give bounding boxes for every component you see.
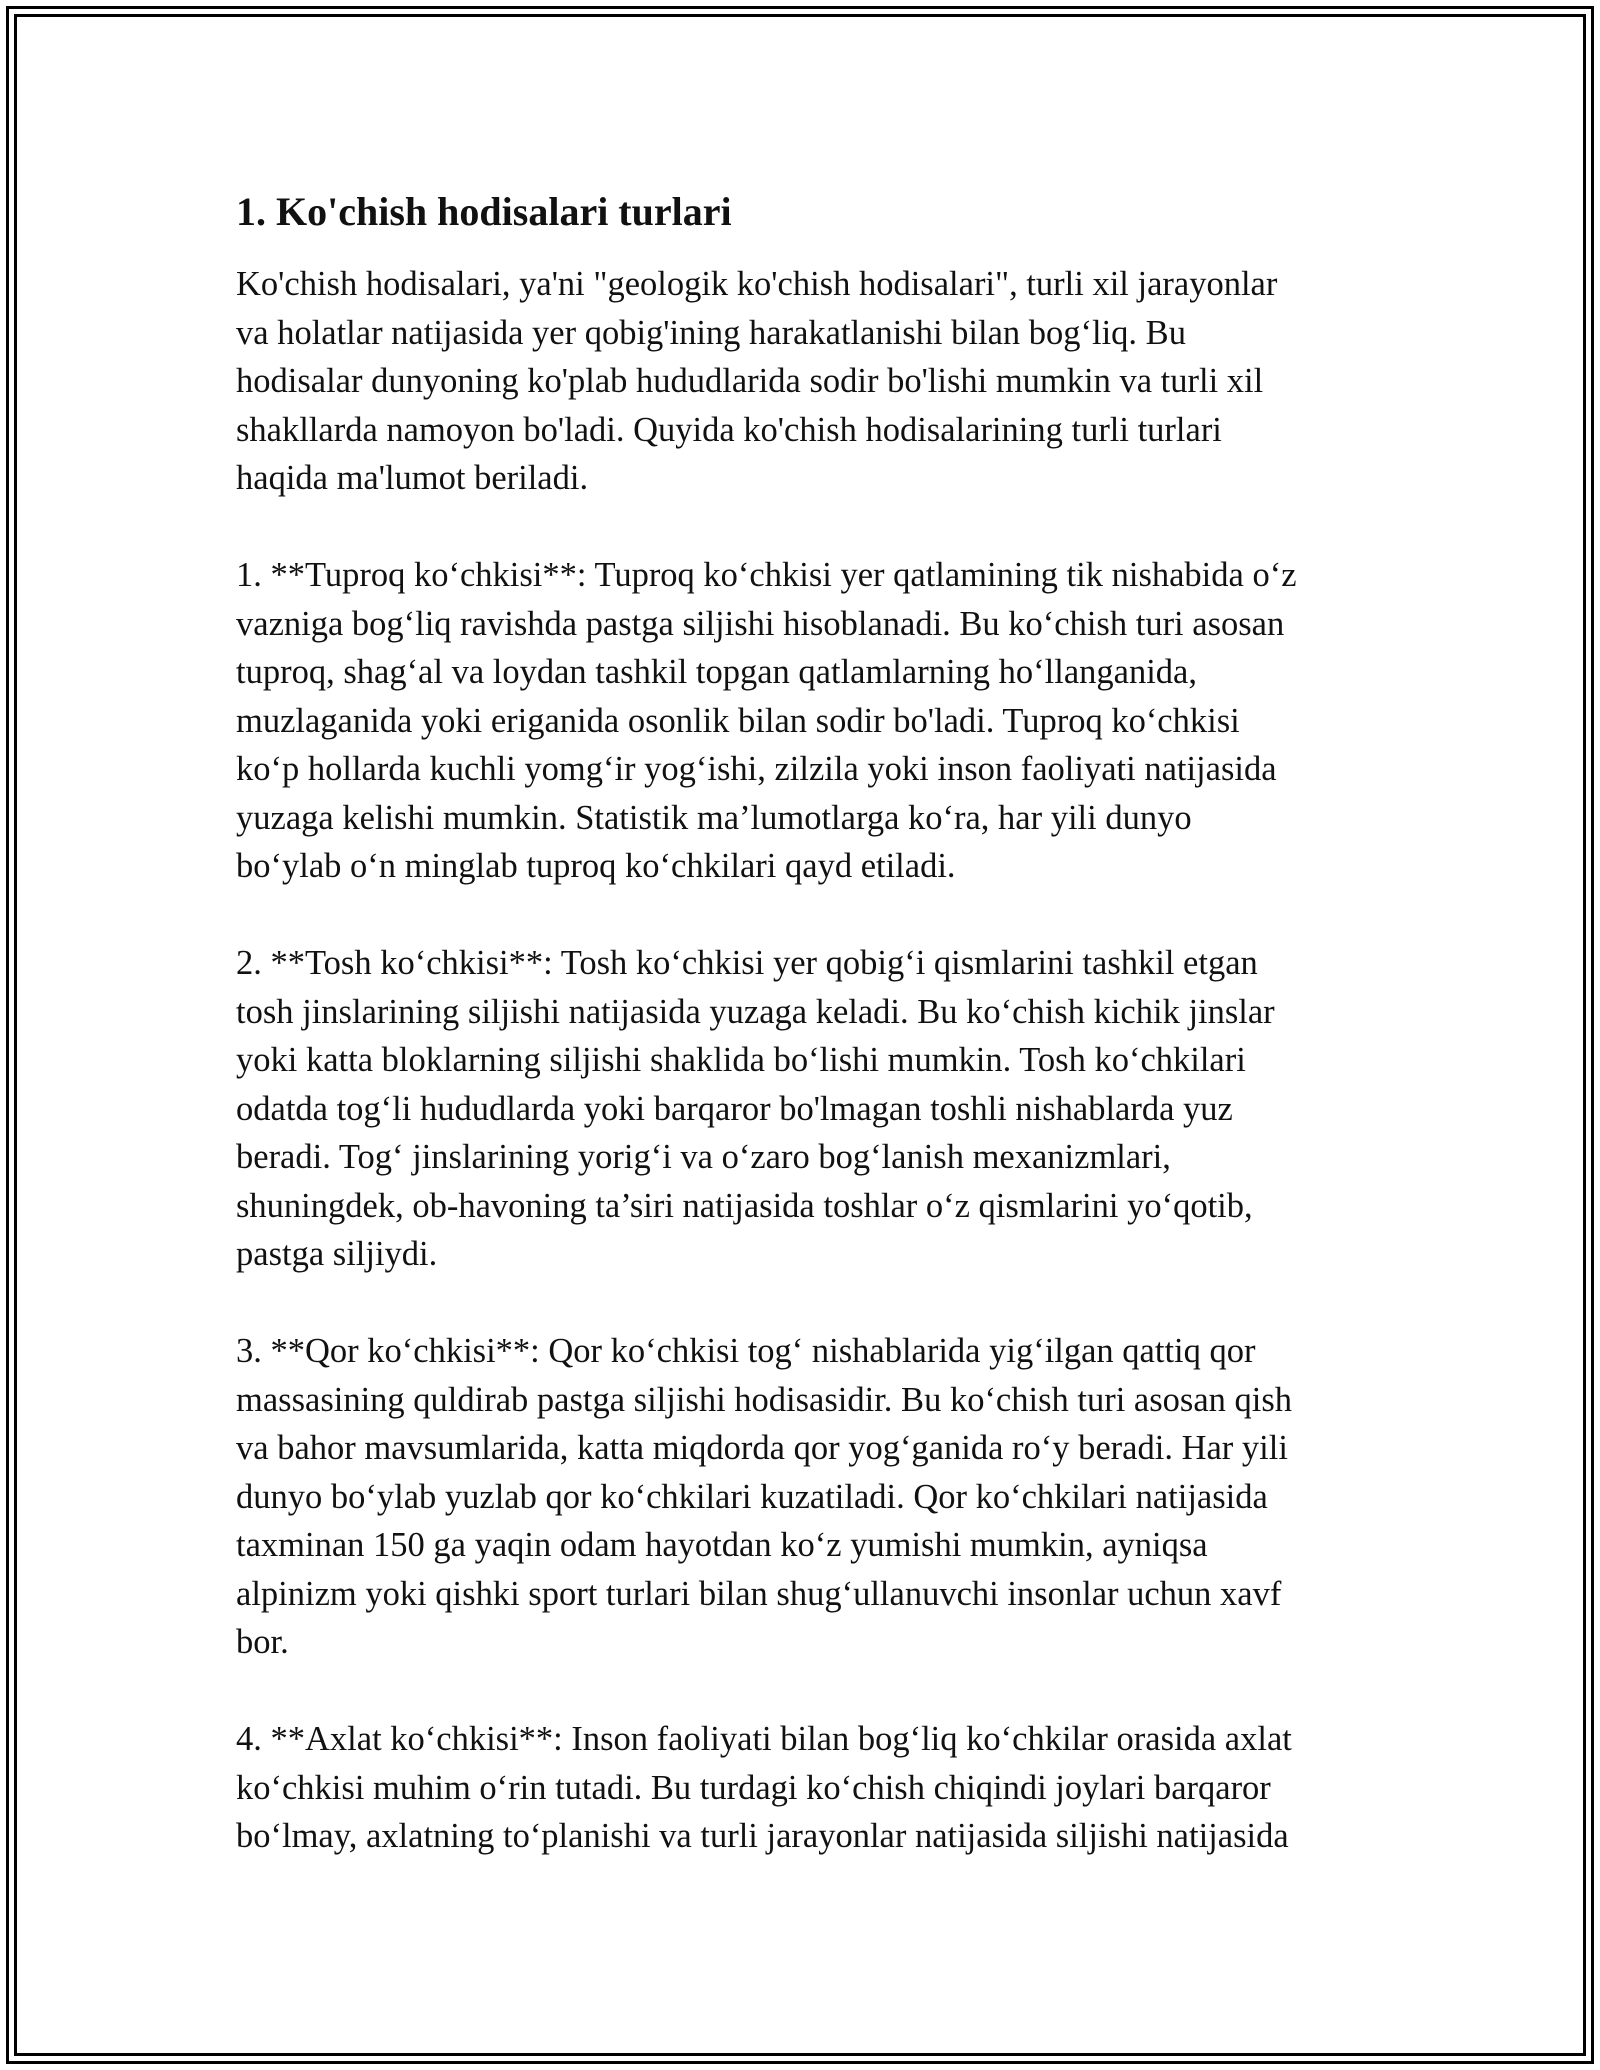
text-line: alpinizm yoki qishki sport turlari bilan shug‘ullanuvchi insonlar uchun xavf xyxy=(236,1574,1282,1613)
qor-paragraph xyxy=(236,1327,1371,1667)
text-line: beradi. Tog‘ jinslarining yorig‘i va o‘zaro bog‘lanish mexanizmlari, xyxy=(236,1138,1171,1176)
document-body xyxy=(236,188,1371,1909)
text-line: shakllarda namoyon bo'ladi. Quyida ko'chish hodisalarining turli turlari xyxy=(236,410,1222,449)
text-line: muzlaganida yoki eriganida osonlik bilan sodir bo'ladi. Tuproq ko‘chkisi xyxy=(236,701,1240,740)
text-line: Ko'chish hodisalari, ya'ni "geologik ko'chish hodisalari", turli xil jarayonlar xyxy=(236,265,1278,303)
text-line: yuzaga kelishi mumkin. Statistik ma’lumotlarga ko‘ra, har yili dunyo xyxy=(236,798,1192,837)
intro-paragraph xyxy=(236,260,1371,503)
text-line: shuningdek, ob-havoning ta’siri natijasida toshlar o‘z qismlarini yo‘qotib, xyxy=(236,1186,1253,1225)
text-line: 1. **Tuproq ko‘chkisi**: Tuproq ko‘chkisi yer qatlamining tik nishabida o‘z xyxy=(236,556,1297,594)
tuproq-paragraph xyxy=(236,551,1371,891)
text-line: taxminan 150 ga yaqin odam hayotdan ko‘z yumishi mumkin, ayniqsa xyxy=(236,1526,1208,1564)
text-line: hodisalar dunyoning ko'plab hududlarida sodir bo'lishi mumkin va turli xil xyxy=(236,362,1264,400)
text-line: bo‘ylab o‘n minglab tuproq ko‘chkilari qayd etiladi. xyxy=(236,847,956,885)
tosh-paragraph xyxy=(236,939,1371,1279)
axlat-paragraph xyxy=(236,1715,1371,1861)
text-line: massasining quldirab pastga siljishi hodisasidir. Bu ko‘chish turi asosan qish xyxy=(236,1380,1293,1419)
text-line: pastga siljiydi. xyxy=(236,1235,438,1273)
text-line: 3. **Qor ko‘chkisi**: Qor ko‘chkisi tog‘ nishablarida yig‘ilgan qattiq qor xyxy=(236,1332,1256,1370)
text-line: tuproq, shag‘al va loydan tashkil topgan qatlamlarning ho‘llanganida, xyxy=(236,653,1197,691)
text-line: ko‘p hollarda kuchli yomg‘ir yog‘ishi, zilzila yoki inson faoliyati natijasida xyxy=(236,750,1277,788)
text-line: odatda tog‘li hududlarda yoki barqaror bo'lmagan toshli nishablarda yuz xyxy=(236,1089,1233,1128)
text-line: dunyo bo‘ylab yuzlab qor ko‘chkilari kuzatiladi. Qor ko‘chkilari natijasida xyxy=(236,1477,1268,1516)
text-line: ko‘chkisi muhim o‘rin tutadi. Bu turdagi ko‘chish chiqindi joylari barqaror xyxy=(236,1768,1271,1807)
text-line: vazniga bog‘liq ravishda pastga siljishi hisoblanadi. Bu ko‘chish turi asosan xyxy=(236,604,1285,643)
text-line: yoki katta bloklarning siljishi shaklida bo‘lishi mumkin. Tosh ko‘chkilari xyxy=(236,1041,1246,1079)
text-line: 4. **Axlat ko‘chkisi**: Inson faoliyati bilan bog‘liq ko‘chkilar orasida axlat xyxy=(236,1720,1292,1758)
text-line: bor. xyxy=(236,1623,289,1661)
text-line: tosh jinslarining siljishi natijasida yuzaga keladi. Bu ko‘chish kichik jinslar xyxy=(236,992,1275,1031)
text-line: va holatlar natijasida yer qobig'ining harakatlanishi bilan bog‘liq. Bu xyxy=(236,313,1186,352)
text-line: bo‘lmay, axlatning to‘planishi va turli jarayonlar natijasida siljishi natijasida xyxy=(236,1817,1289,1855)
text-line: va bahor mavsumlarida, katta miqdorda qor yog‘ganida ro‘y beradi. Har yili xyxy=(236,1429,1288,1467)
text-line: 2. **Tosh ko‘chkisi**: Tosh ko‘chkisi yer qobig‘i qismlarini tashkil etgan xyxy=(236,944,1258,982)
section-heading: 1. Ko'chish hodisalari turlari xyxy=(236,189,732,234)
text-line: haqida ma'lumot beriladi. xyxy=(236,459,589,497)
